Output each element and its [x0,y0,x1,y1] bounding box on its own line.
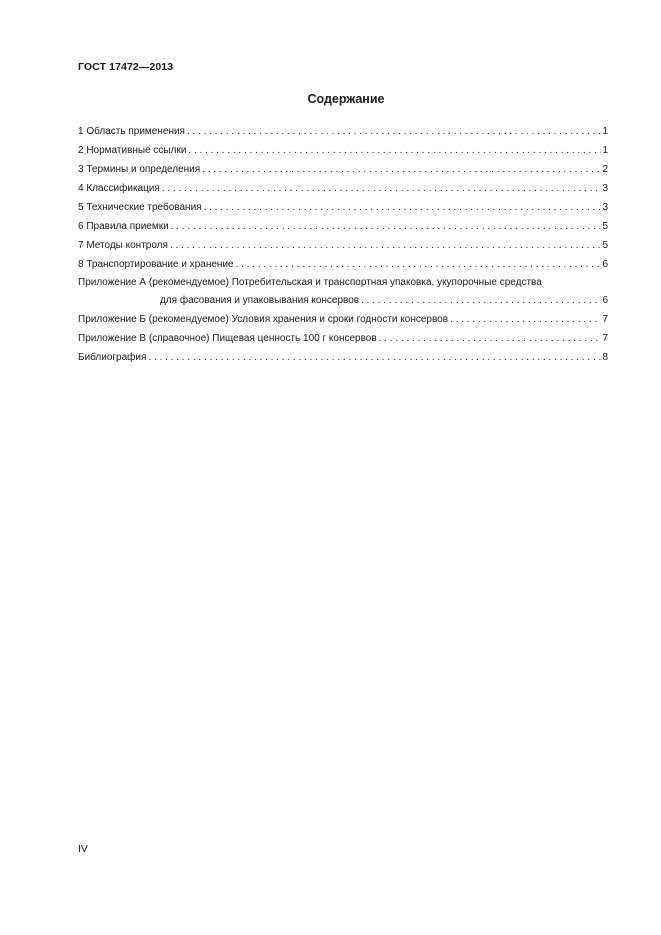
toc-leader-dots [188,141,601,160]
toc-entry-page: 2 [602,164,608,175]
toc-entry-label: Приложение А (рекомендуемое) Потребительская и транспортная упаковка, укупорочные средства [78,277,542,288]
toc-entry-scope[interactable] [78,122,608,141]
toc-entry-appendix-v[interactable] [78,329,608,348]
toc-leader-dots [379,329,602,348]
toc-entry-technical-requirements[interactable] [78,198,608,217]
toc-entry-page: 6 [602,259,608,270]
toc-entry-page: 6 [602,295,608,306]
toc-entry-bibliography[interactable] [78,348,608,367]
toc-entry-page: 7 [602,333,608,344]
toc-entry-page: 3 [602,202,608,213]
toc-title: Содержание [307,92,385,106]
toc-leader-dots [187,122,601,141]
toc-entry-label: 5 Технические требования [78,202,202,213]
toc-entry-page: 5 [602,240,608,251]
toc-entry-label: 2 Нормативные ссылки [78,145,187,156]
toc-entry-page: 8 [602,352,608,363]
toc-leader-dots [170,236,602,255]
toc-entry-label: 3 Термины и определения [78,164,201,175]
toc-leader-dots [236,255,602,274]
toc-entry-label: 1 Область применения [78,126,185,137]
toc-entry-classification[interactable] [78,179,608,198]
toc-entry-label: Библиография [78,352,147,363]
toc-leader-dots [450,310,601,329]
toc-entry-label-continued: для фасования и упаковывания консервов [160,295,360,306]
toc-entry-page: 7 [602,314,608,325]
toc-entry-appendix-a[interactable] [78,274,608,310]
toc-leader-dots [361,291,601,310]
toc-entry-transportation[interactable] [78,255,608,274]
toc-entry-page: 3 [602,183,608,194]
page-number: IV [78,843,88,855]
toc-leader-dots [162,179,602,198]
toc-leader-dots [204,198,602,217]
toc-entry-appendix-b[interactable] [78,310,608,329]
toc-leader-dots [148,348,601,367]
toc-entry-label: 8 Транспортирование и хранение [78,259,234,270]
toc-leader-dots [202,160,601,179]
toc-entry-acceptance-rules[interactable] [78,217,608,236]
toc-entry-label: 6 Правила приемки [78,221,169,232]
document-code: ГОСТ 17472—2013 [78,61,174,73]
toc-leader-dots [171,217,602,236]
table-of-contents [78,122,608,367]
toc-entry-page: 5 [602,221,608,232]
toc-entry-label: Приложение Б (рекомендуемое) Условия хранения и сроки годности консервов [78,314,449,325]
toc-entry-test-methods[interactable] [78,236,608,255]
toc-entry-page: 1 [602,126,608,137]
toc-entry-normative-references[interactable] [78,141,608,160]
toc-entry-label: Приложение В (справочное) Пищевая ценность 100 г консервов [78,333,377,344]
toc-entry-page: 1 [602,145,608,156]
toc-entry-label: 4 Классификация [78,183,160,194]
toc-entry-label: 7 Методы контроля [78,240,168,251]
toc-entry-continuation [78,291,608,310]
toc-entry-terms[interactable] [78,160,608,179]
